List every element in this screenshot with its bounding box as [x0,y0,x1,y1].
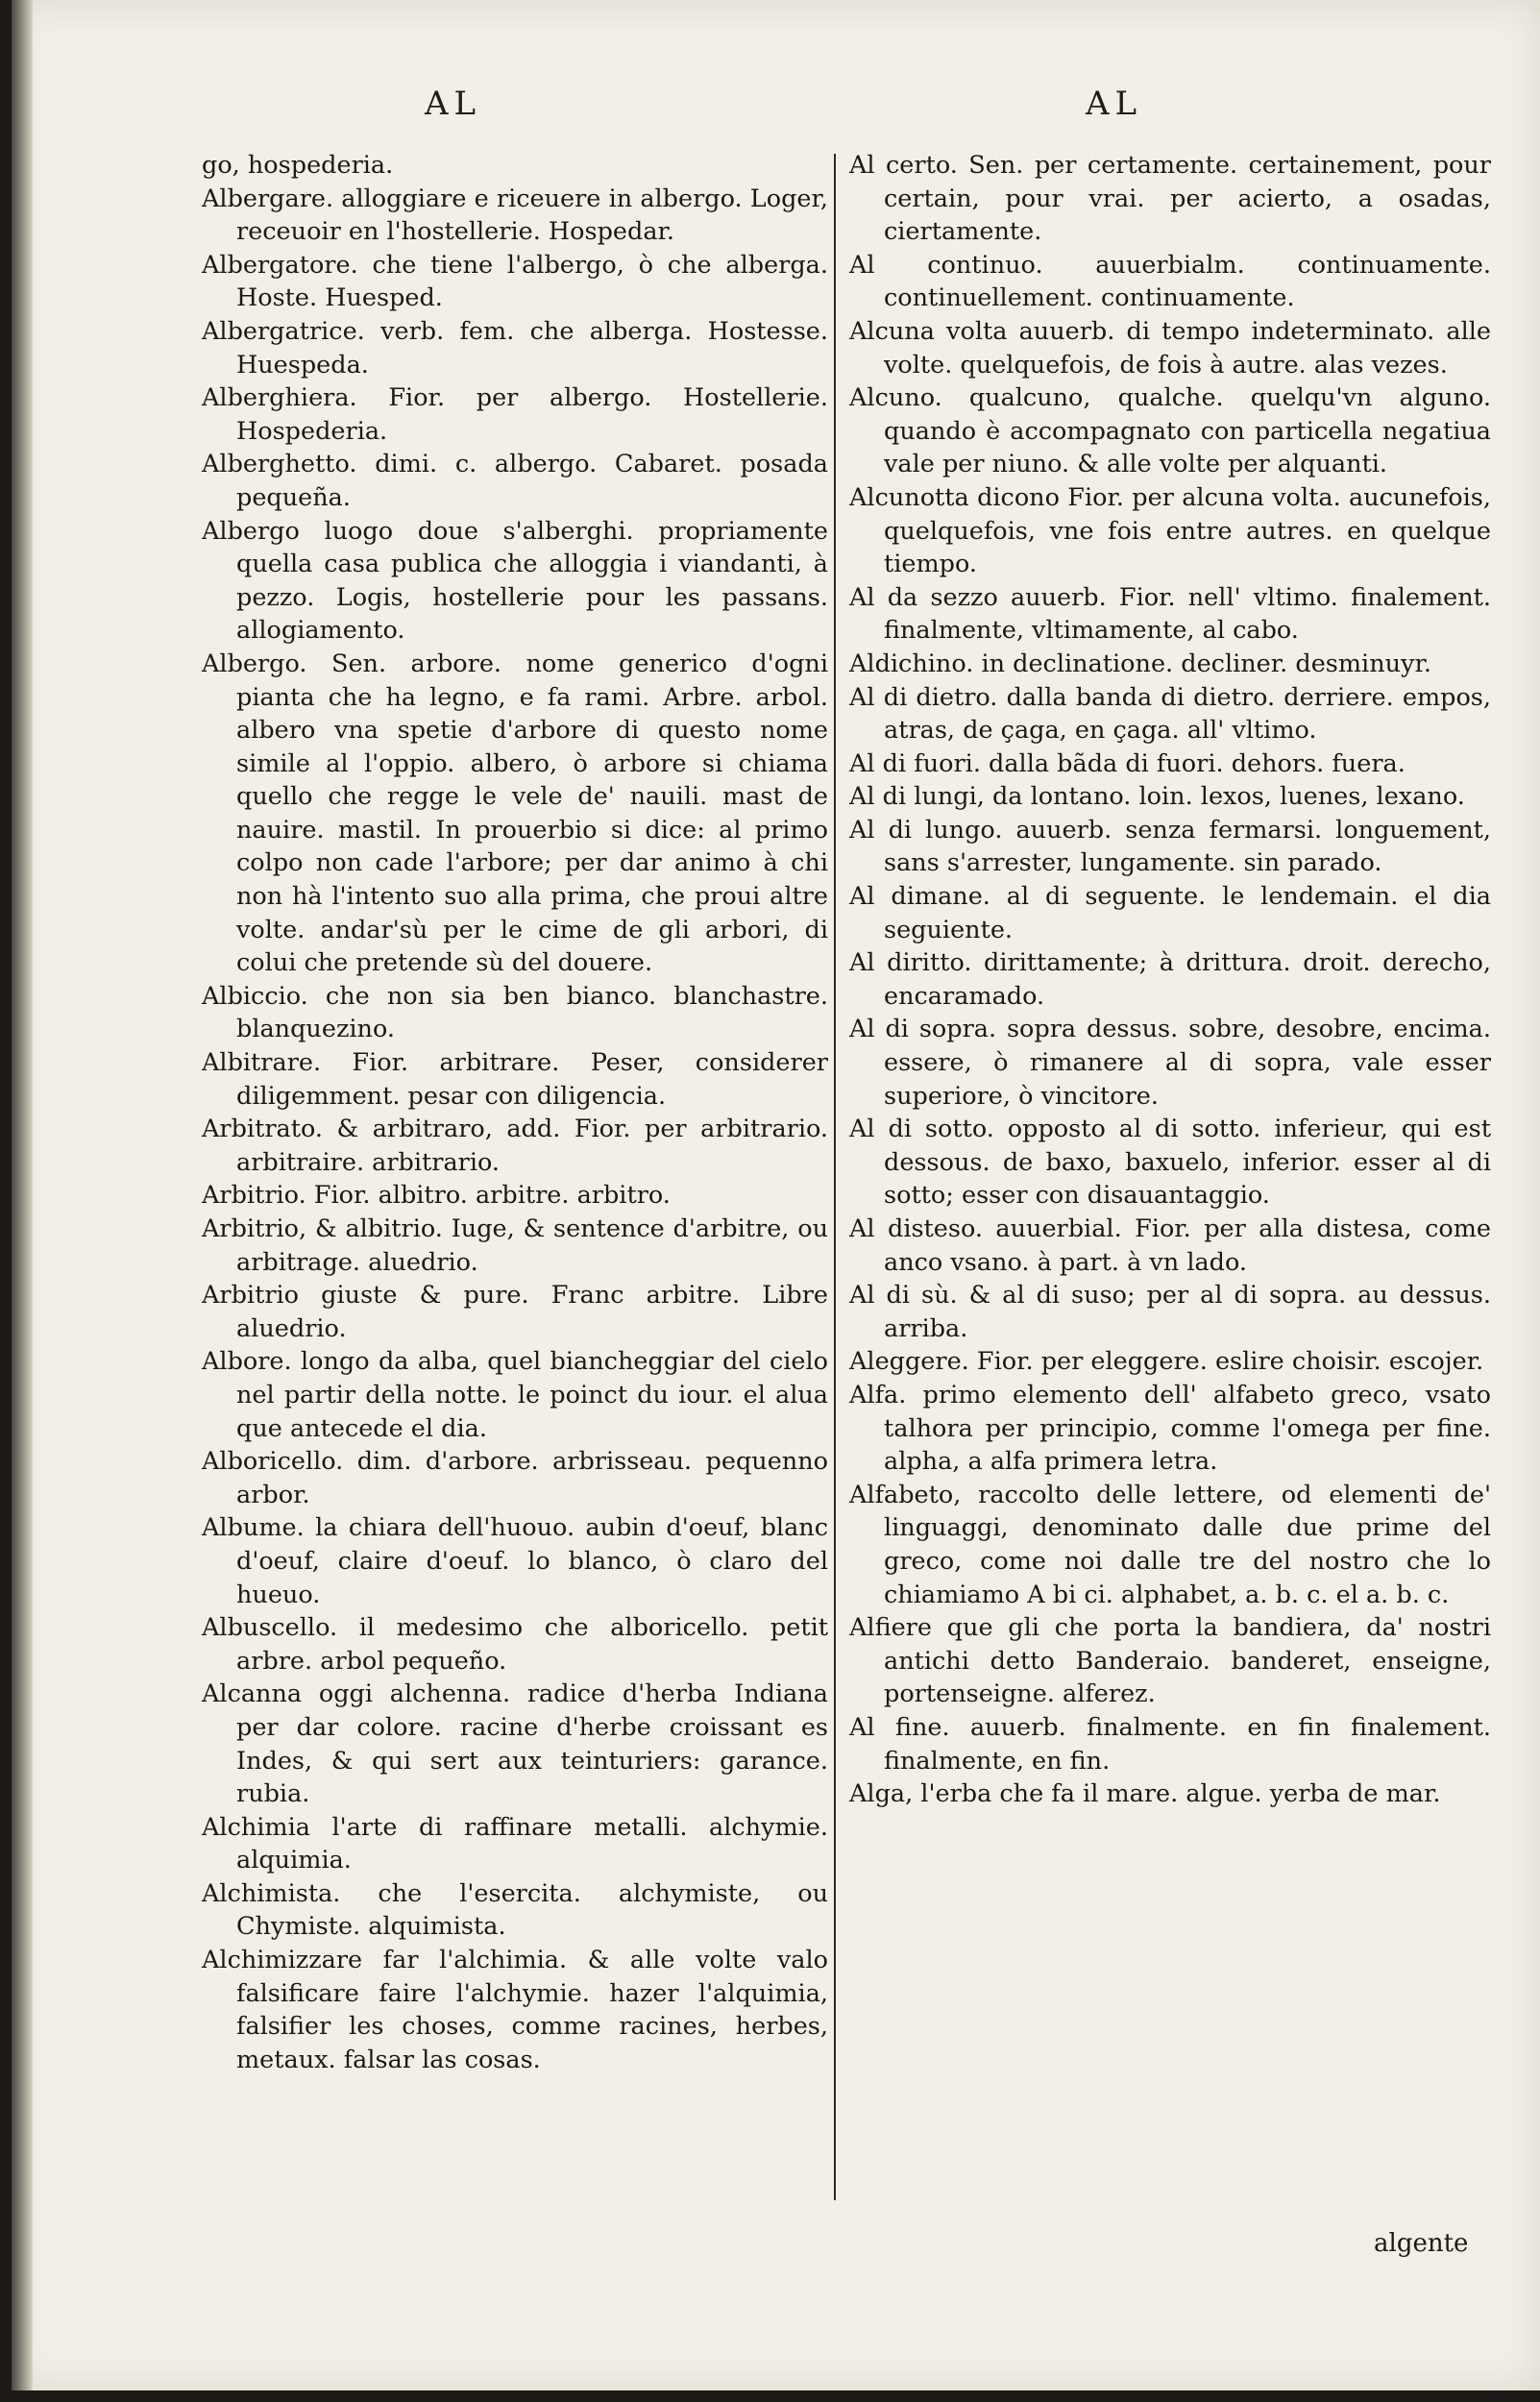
dictionary-entry: Albore. longo da alba, quel biancheggiar del cielo nel partir della notte. le poinct du iour. el alua que antecede el dia. [202,1347,828,1443]
dictionary-entry: Arbitrio giuste & pure. Franc arbitre. Libre aluedrio. [202,1281,828,1343]
dictionary-entry: Arbitrio, & albitrio. Iuge, & sentence d'arbitre, ou arbitrage. aluedrio. [202,1214,828,1277]
right-column [849,149,1491,1811]
dictionary-entry: Aleggere. Fior. per eleggere. eslire choisir. escojer. [849,1347,1484,1377]
dictionary-entry: Al di dietro. dalla banda di dietro. derriere. empos, atras, de çaga, en çaga. all' vltimo. [849,682,1491,746]
dictionary-entry: Albume. la chiara dell'huouo. aubin d'oeuf, blanc d'oeuf, claire d'oeuf. lo blanco, ò claro del hueuo. [202,1513,828,1609]
catchword: algente [1374,2229,1469,2258]
dictionary-entry: go, hospederia. [202,151,394,180]
dictionary-entry: Al di lungo. auuerb. senza fermarsi. longuement, sans s'arrester, lungamente. sin parado. [849,815,1491,878]
dictionary-entry: Albitrare. Fior. arbitrare. Peser, considerer diligemment. pesar con diligencia. [202,1048,828,1111]
dictionary-entry: Alcanna oggi alchenna. radice d'herba Indiana per dar colore. racine d'herbe croissant es Indes, & qui sert aux teinturiers: garance. rubia. [202,1679,828,1809]
dictionary-entry: Alboricello. dim. d'arbore. arbrisseau. pequenno arbor. [202,1447,828,1509]
dictionary-entry: Al di sopra. sopra dessus. sobre, desobre, encima. essere, ò rimanere al di sopra, vale esser superiore, ò vincitore. [849,1015,1491,1111]
dictionary-entry: Alchimia l'arte di raffinare metalli. alchymie. alquimia. [202,1812,828,1875]
column-divider [834,154,836,2200]
dictionary-entry: Alcuno. qualcuno, qualche. quelqu'vn alguno. quando è accompagnato con particella negatiua vale per niuno. & alle volte per alquanti. [849,383,1491,479]
dictionary-entry: Al disteso. auuerbial. Fior. per alla distesa, come anco vsano. à part. à vn lado. [849,1214,1491,1277]
dictionary-entry: Albergatore. che tiene l'albergo, ò che alberga. Hoste. Huesped. [202,250,828,313]
left-column [202,149,828,2076]
dictionary-entry: Arbitrato. & arbitraro, add. Fior. per arbitrario. arbitraire. arbitrario. [202,1115,828,1177]
dictionary-entry: Alberghiera. Fior. per albergo. Hostellerie. Hospederia. [202,383,828,446]
dictionary-entry: Alga, l'erba che fa il mare. algue. yerba de mar. [849,1779,1441,1809]
dictionary-entry: Al certo. Sen. per certamente. certainement, pour certain, pour vrai. per acierto, a osadas, ciertamente. [849,151,1491,247]
dictionary-entry: Alchimizzare far l'alchimia. & alle volte valo falsificare faire l'alchymie. hazer l'alquimia, falsifier les choses, comme racines, herbes, metaux. falsar las cosas. [202,1946,828,2074]
dictionary-entry: Al fine. auuerb. finalmente. en fin finalement. finalmente, en fin. [849,1712,1491,1776]
dictionary-entry: Arbitrio. Fior. albitro. arbitre. arbitro. [202,1181,671,1211]
dictionary-entry: Aldichino. in declinatione. decliner. desminuyr. [849,649,1431,678]
dictionary-entry: Albergo. Sen. arbore. nome generico d'ogni pianta che ha legno, e fa rami. Arbre. arbol. albero vna spetie d'arbore di questo nome simile al l'oppio. albero, ò arbore si chiama quello che regge le vele de' nauili. mast de nauire. mastil. In prouerbio si dice: al primo colpo non cade l'arbore; per dar animo à chi non hà l'intento suo alla prima, che proui altre volte. andar'sù per le cime de gli arbori, di colui che pretende sù del douere. [202,649,828,978]
dictionary-entry: Al da sezzo auuerb. Fior. nell' vltimo. finalement. finalmente, vltimamente, al cabo. [849,582,1491,646]
dictionary-entry: Al di lungi, da lontano. loin. lexos, luenes, lexano. [849,782,1465,812]
dictionary-entry: Alberghetto. dimi. c. albergo. Cabaret. posada pequeña. [202,450,828,512]
running-header-left: AL [425,85,482,123]
dictionary-entry: Al diritto. dirittamente; à drittura. droit. derecho, encaramado. [849,948,1491,1011]
dictionary-entry: Alcuna volta auuerb. di tempo indeterminato. alle volte. quelquefois, de fois à autre. alas vezes. [849,316,1491,380]
dictionary-page [12,0,1540,2390]
dictionary-entry: Alfa. primo elemento dell' alfabeto greco, vsato talhora per principio, comme l'omega per fine. alpha, a alfa primera letra. [849,1380,1491,1477]
dictionary-entry: Albiccio. che non sia ben bianco. blanchastre. blanquezino. [202,981,828,1044]
dictionary-entry: Al di sotto. opposto al di sotto. inferieur, qui est dessous. de baxo, baxuelo, inferior. esser al di sotto; esser con disauantaggio. [849,1115,1491,1211]
dictionary-entry: Albergare. alloggiare e riceuere in albergo. Loger, receuoir en l'hostellerie. Hospedar. [202,184,828,247]
dictionary-entry: Al di fuori. dalla bãda di fuori. dehors. fuera. [849,748,1406,778]
running-header-right: AL [1086,85,1143,123]
binding-gutter [12,0,33,2390]
dictionary-entry: Alcunotta dicono Fior. per alcuna volta. aucunefois, quelquefois, vne fois entre autres. en quelque tiempo. [849,482,1491,579]
dictionary-entry: Albergatrice. verb. fem. che alberga. Hostesse. Huespeda. [202,316,828,380]
dictionary-entry: Al continuo. auuerbialm. continuamente. continuellement. continuamente. [849,250,1491,313]
dictionary-entry: Alchimista. che l'esercita. alchymiste, ou Chymiste. alquimista. [202,1878,828,1942]
dictionary-entry: Alfiere que gli che porta la bandiera, da' nostri antichi detto Banderaio. banderet, enseigne, portenseigne. alferez. [849,1613,1491,1709]
dictionary-entry: Albuscello. il medesimo che alboricello. petit arbre. arbol pequeño. [202,1613,828,1676]
dictionary-entry: Al di sù. & al di suso; per al di sopra. au dessus. arriba. [849,1281,1491,1343]
dictionary-entry: Al dimane. al di seguente. le lendemain. el dia seguiente. [849,882,1491,944]
dictionary-entry: Alfabeto, raccolto delle lettere, od elementi de' linguaggi, denominato dalle due prime del greco, come noi dalle tre del nostro che lo chiamiamo A bi ci. alphabet, a. b. c. el a. b. c. [849,1480,1491,1609]
dictionary-entry: Albergo luogo doue s'alberghi. propriamente quella casa publica che alloggia i viandanti, à pezzo. Logis, hostellerie pour les passans. allogiamento. [202,516,828,646]
